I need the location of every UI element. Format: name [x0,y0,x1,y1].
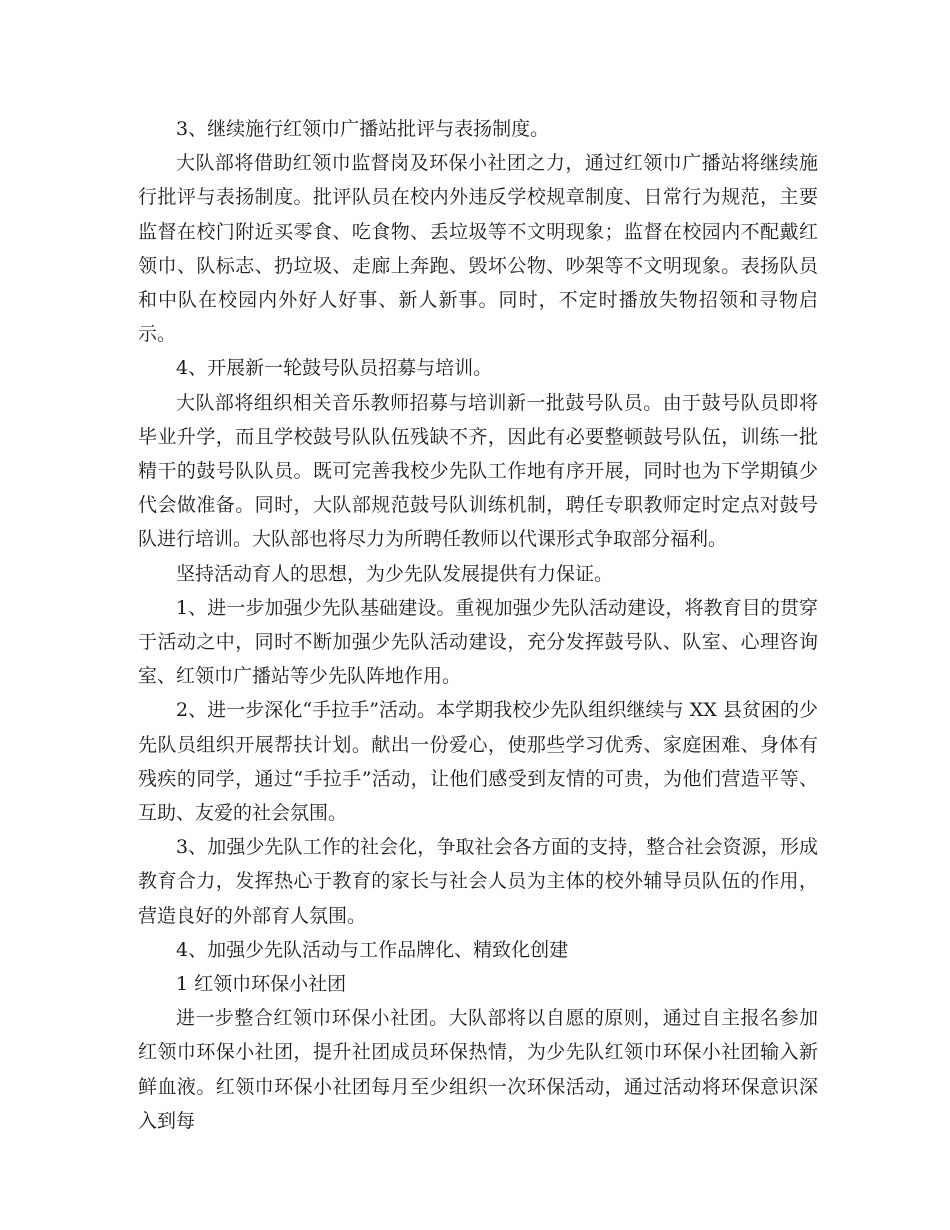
section-heading-activities: 坚持活动育人的思想，为少先队发展提供有力保证。 [176,562,614,585]
paragraph-broadcast-system: 大队部将借助红领巾监督岗及环保小社团之力，通过红领巾广播站将继续施行批评与表扬制度。批评队员在校内外违反学校规章制度、日常行为规范，主要监督在校门附近买零食、吃食物、丢垃圾等不文明现象；监督在校园内不配戴红领巾、队标志、扔垃圾、走廊上奔跑、毁坏公物、吵架等不文明现象。表扬队员和中队在校园内外好人好事、新人新事。同时，不定时播放失物招领和寻物启示。 [138,152,818,346]
paragraph-item-3-socialization: 3、加强少先队工作的社会化，争取社会各方面的支持，整合社会资源，形成教育合力，发挥热心于教育的家长与社会人员为主体的校外辅导员队伍的作用，营造良好的外部育人氛围。 [138,836,818,927]
paragraph-item-2-hand-in-hand: 2、进一步深化“手拉手”活动。本学期我校少先队组织继续与 XX 县贫困的少先队员组织开展帮扶计划。献出一份爱心，使那些学习优秀、家庭困难、身体有残疾的同学，通过“手拉手”活动，让他们感受到友情的可贵，为他们营造平等、互助、友爱的社会氛围。 [138,699,818,825]
heading-item-4-drum-team: 4、开展新一轮鼓号队员招募与培训。 [176,357,493,380]
document-body [138,112,818,1138]
paragraph-eco-club: 进一步整合红领巾环保小社团。大队部将以自愿的原则，通过自主报名参加红领巾环保小社团，提升社团成员环保热情，为少先队红领巾环保小社团输入新鲜血液。红领巾环保小社团每月至少组织一次环保活动，通过活动将环保意识深入到每 [138,1007,818,1132]
paragraph-drum-team: 大队部将组织相关音乐教师招募与培训新一批鼓号队员。由于鼓号队员即将毕业升学，而且学校鼓号队队伍残缺不齐，因此有必要整顿鼓号队伍，训练一批精干的鼓号队队员。既可完善我校少先队工作地有序开展，同时也为下学期镇少代会做准备。同时，大队部规范鼓号队训练机制，聘任专职教师定时定点对鼓号队进行培训。大队部也将尽力为所聘任教师以代课形式争取部分福利。 [138,391,818,551]
paragraph-item-1-basic-construction: 1、进一步加强少先队基础建设。重视加强少先队活动建设，将教育目的贯穿于活动之中，同时不断加强少先队活动建设，充分发挥鼓号队、队室、心理咨询室、红领巾广播站等少先队阵地作用。 [138,596,818,688]
heading-item-4-branding: 4、加强少先队活动与工作品牌化、精致化创建 [176,938,569,961]
heading-item-3-broadcast: 3、继续施行红领巾广播站批评与表扬制度。 [176,118,550,140]
subheading-eco-club: 1 红领巾环保小社团 [176,973,347,996]
